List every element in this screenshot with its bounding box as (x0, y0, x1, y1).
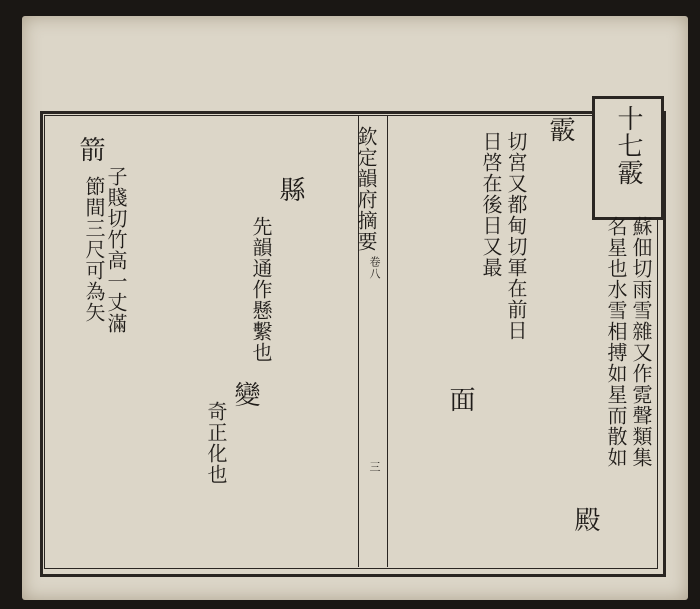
text-column-2: 名星也水雪相搏如星而散如 (604, 216, 628, 468)
headword-xian: 霰 (545, 116, 575, 143)
section-title: 十七霰 (613, 105, 643, 186)
volume-label: 卷八 (368, 256, 381, 280)
leaf-number: 三 (368, 461, 381, 473)
page-sheet (22, 16, 688, 600)
text-column-4: 日啓在後日又最 (479, 131, 503, 278)
headword-bian: 變 (230, 381, 260, 408)
headword-jian: 箭 (75, 136, 105, 163)
print-inner-frame (44, 115, 658, 569)
text-column-3: 切宮又都甸切軍在前日 (504, 131, 528, 341)
headword-xian-county: 縣 (275, 176, 305, 203)
text-column-6: 奇正化也 (204, 401, 228, 485)
text-column-1: 蘇佃切雨雪雜又作霓聲類集 (629, 216, 653, 468)
center-title: 欽定韻府摘要 (354, 126, 378, 252)
section-title-box (592, 96, 664, 220)
text-column-5: 先韻通作懸繫也 (249, 216, 273, 363)
text-column-8: 節間三尺可為矢 (82, 176, 106, 323)
headword-mian: 面 (445, 386, 475, 413)
text-column-7: 子賤切竹高一丈滿 (104, 166, 128, 334)
headword-dian: 殿 (570, 506, 600, 533)
